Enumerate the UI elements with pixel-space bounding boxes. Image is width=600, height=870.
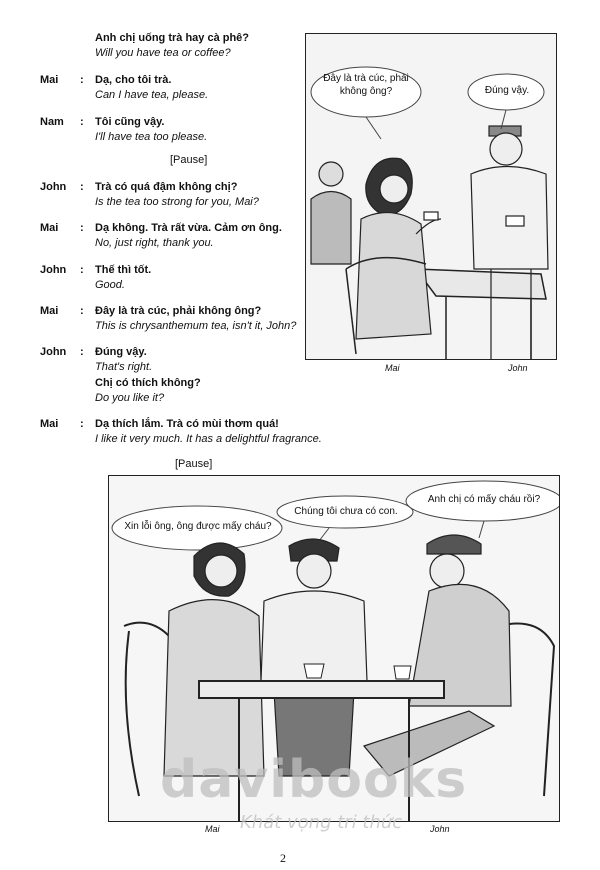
line-5-en: Good. [95,279,125,291]
caption-mai: Mai [205,824,220,834]
speaker-3: John [40,181,67,193]
colon: : [80,305,84,317]
line-3-en: Is the tea too strong for you, Mai? [95,196,259,208]
watermark-brand: davibooks [160,750,468,810]
line-7-vn: Đúng vậy. [95,346,147,358]
caption-john: John [430,824,450,834]
speaker-6: Mai [40,305,59,317]
colon: : [80,181,84,193]
illustration-tea-scene [305,33,557,360]
colon: : [80,222,84,234]
line-2-vn: Tôi cũng vậy. [95,116,165,128]
line-7-en2: Do you like it? [95,392,165,404]
line-1-en: Can I have tea, please. [95,89,209,101]
speech-bubble-john: Đúng vậy. [484,85,530,96]
speech-bubble-middle: Chúng tôi chưa có con. [294,506,398,517]
line-8-vn: Dạ thích lắm. Trà có mùi thơm quá! [95,418,279,430]
line-3-vn: Trà có quá đậm không chị? [95,181,238,193]
pause-label: [Pause] [170,154,208,166]
line-7-vn2: Chị có thích không? [95,377,201,389]
line-2-en: I'll have tea too please. [95,131,208,143]
line-4-en: No, just right, thank you. [95,237,214,249]
line-5-vn: Thế thì tốt. [95,264,152,276]
colon: : [80,264,84,276]
line-6-vn: Đây là trà cúc, phải không ông? [95,305,262,317]
pause-label: [Pause] [175,458,213,470]
watermark-tagline: Khát vọng tri thức [240,812,403,833]
line-1-vn: Dạ, cho tôi trà. [95,74,172,86]
speaker-4: Mai [40,222,59,234]
line-0-en: Will you have tea or coffee? [95,47,231,59]
colon: : [80,346,84,358]
speaker-8: Mai [40,418,59,430]
speaker-1: Mai [40,74,59,86]
speaker-5: John [40,264,67,276]
colon: : [80,116,84,128]
line-7-en: That's right. [95,361,153,373]
speech-bubble-mai: Đây là trà cúc, phải không ông? [323,73,409,97]
colon: : [80,418,84,430]
speaker-2: Nam [40,116,64,128]
caption-mai: Mai [385,363,400,373]
colon: : [80,74,84,86]
line-4-vn: Dạ không. Trà rất vừa. Cảm ơn ông. [95,222,282,234]
line-8-en: I like it very much. It has a delightful fragrance. [95,433,322,445]
caption-john: John [508,363,528,373]
speech-bubble-left: Xin lỗi ông, ông được mấy cháu? [124,521,272,532]
page-number: 2 [280,851,286,865]
speech-bubble-right: Anh chị có mấy cháu rồi? [427,494,541,505]
speaker-7: John [40,346,67,358]
line-6-en: This is chrysanthemum tea, isn't it, John? [95,320,297,332]
line-0-vn: Anh chị uống trà hay cà phê? [95,32,250,44]
